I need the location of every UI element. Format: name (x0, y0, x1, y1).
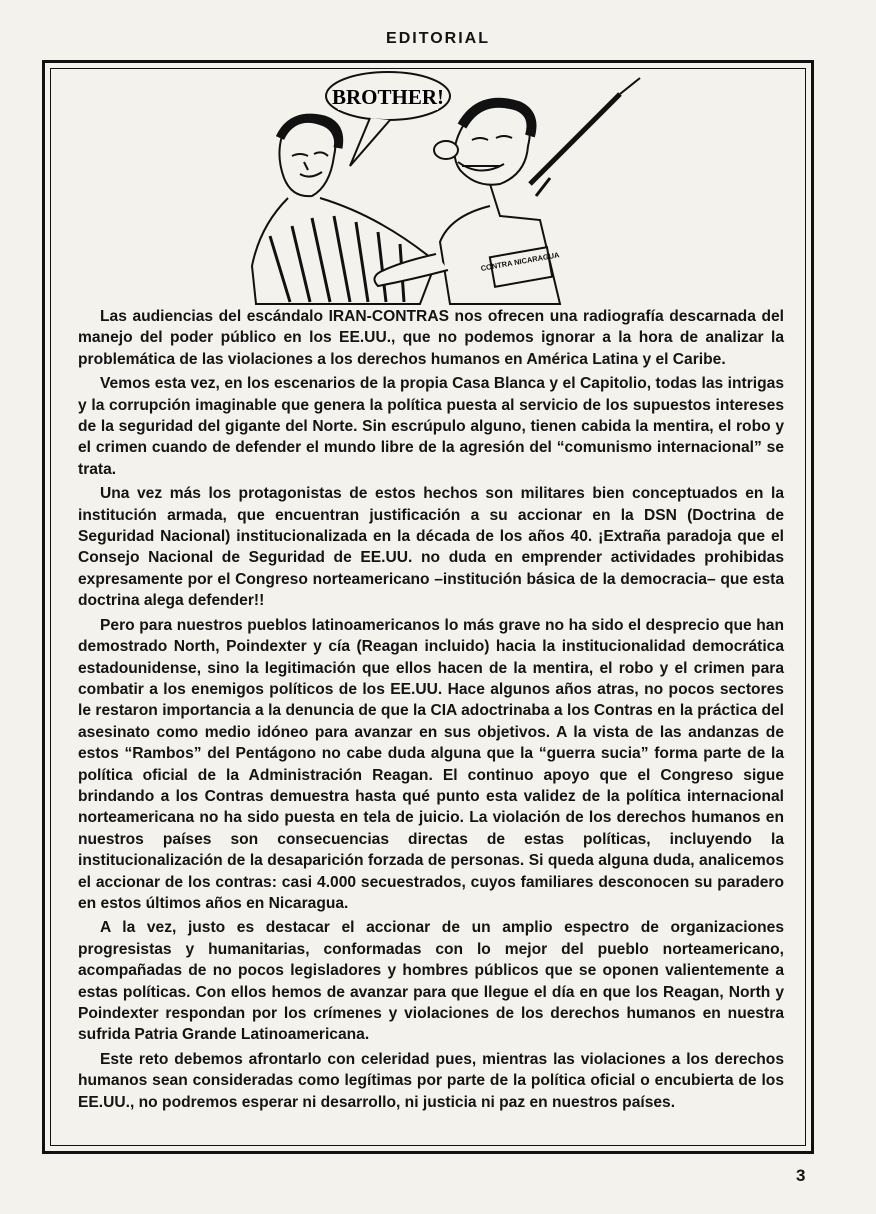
speech-bubble (326, 72, 450, 166)
paragraph: Este reto debemos afrontarlo con celeridad pues, mientras las violaciones a los derechos humanos sean consideradas como legítimas por parte de la política oficial o encubierta de los EE.UU., no podremos esperar ni desarrollo, ni justicia ni paz en nuestros países. (78, 1050, 784, 1111)
page-number: 3 (796, 1166, 806, 1185)
paragraph: Las audiencias del escándalo IRAN-CONTRAS nos ofrecen una radiografía descarnada del manejo del poder público en los EE.UU., que no podemos ignorar a la hora de analizar la problemática de las violaciones a los derechos humanos en América Latina y el Caribe. (78, 308, 784, 368)
paragraph: Una vez más los protagonistas de estos hechos son militares bien conceptuados en la institución armada, que encuentran justificación a su accionar en la DSN (Doctrina de Seguridad Nacional) institucionalizada en la década de los años 40. ¡Extraña paradoja que el Consejo Nacional de Seguridad de EE.UU. no duda en emprender actividades prohibidas expresamente por el Congreso norteamericano –institución básica de la democracia– que esta doctrina alega defender!! (78, 485, 784, 610)
grinning-man-icon (374, 103, 560, 304)
paragraph: Pero para nuestros pueblos latinoamericanos lo más grave no ha sido el desprecio que han demostrado North, Poindexter y cía (Reagan incluido) hacia la institucionalidad democrática estadounidense, sino la legitimación que ellos hacen de la mentira, el robo y el crimen para combatir a los enemigos políticos de los EE.UU. Hace algunos años atras, no pocos sectores le restaron importancia a la denuncia de que la CIA adoctrinaba a los Contras en la práctica del asesinato como medio idóneo para avanzar en sus objetivos. A la vista de las andanzas de estos “Rambos” del Pentágono no cabe duda alguna que la “guerra sucia” forma parte de la política oficial de la Administración Reagan. El continuo apoyo que el Congreso sigue brindando a los Contras demuestra hasta qué punto esta validez de la política internacional norteamericana no ha sido puesta en tela de juicio. La violación de los derechos humanos en nuestros países son consecuencias directas de estas políticas, incluyendo la institucionalización de la desaparición forzada de personas. Si queda alguna duda, analicemos el accionar de los contras: casi 4.000 secuestrados, cuyos familiares desconocen su paradero en estos últimos años en Nicaragua. (78, 616, 784, 912)
paragraph: A la vez, justo es destacar el accionar de un amplio espectro de organizaciones progresistas y humanitarias, conformadas con lo mejor del pueblo norteamericano, acompañadas de no pocos legisladores y hombres públicos que se oponen valientemente a estas políticas. Con ellos hemos de avanzar para que llegue el día en que los Reagan, North y Poindexter respondan por los crímenes y violaciones de los derechos humanos en nuestra sufrida Patria Grande Latinoamericana. (78, 919, 784, 1044)
speech-bubble-text: BROTHER! (331, 85, 445, 109)
cartoon-illustration (200, 66, 660, 306)
rifle-icon (530, 78, 640, 196)
shirt-label-text: CONTRA NICARAGUA (480, 250, 561, 273)
section-title: EDITORIAL (386, 30, 490, 47)
paragraph: Vemos esta vez, en los escenarios de la propia Casa Blanca y el Capitolio, todas las intrigas y la corrupción imaginable que genera la política puesta al servicio de los supuestos intereses de la seguridad del gigante del Norte. Sin escrúpulo alguno, tienen cabida la mentira, el robo y el crimen cuando de defender el mundo libre de la agresión del “comunismo internacional” se trata. (78, 375, 784, 478)
editorial-body (78, 306, 784, 1116)
